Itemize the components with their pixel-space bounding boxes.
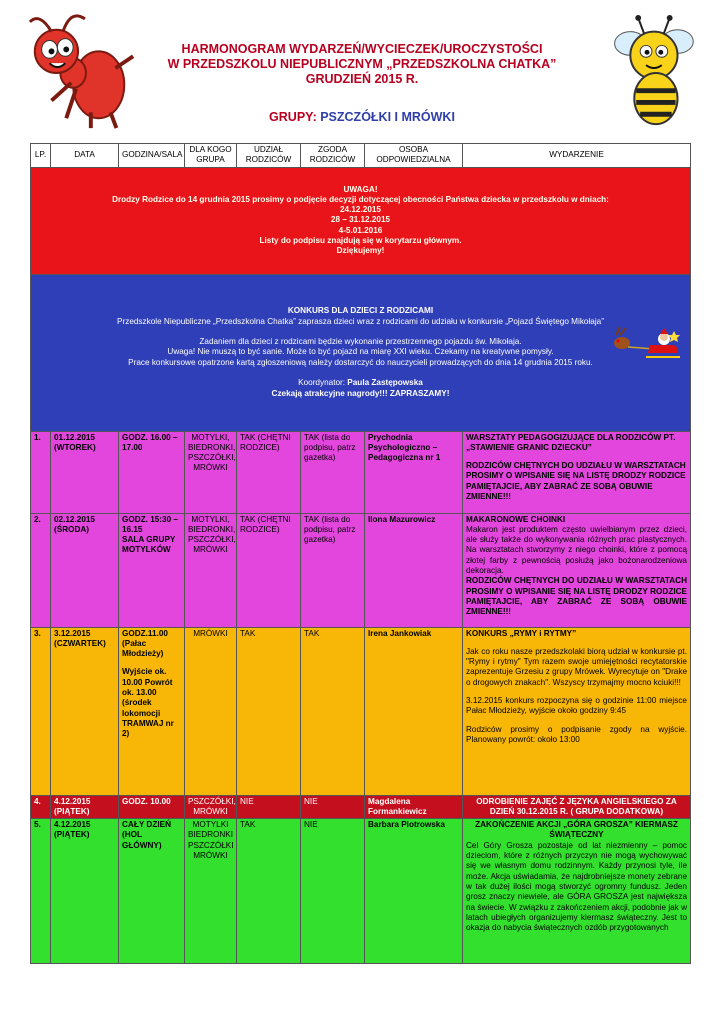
row-time bbox=[119, 513, 185, 627]
row-lp: 4. bbox=[31, 795, 51, 819]
row-date: 01.12.2015 (WTOREK) bbox=[51, 431, 119, 513]
row-date: 4.12.2015 (PIĄTEK) bbox=[51, 819, 119, 964]
title-line-3: GRUDZIEŃ 2015 R. bbox=[305, 72, 419, 86]
coordinator-name: Paula Zastępowska bbox=[347, 378, 423, 388]
event-body: Makaron jest produktem często uwielbianym przez dzieci, ale służy także do wykonywania różnych prac plastycznych. Na warsztatach stworzymy z niego choinki, które z pomocą złotej farby z pewnością posłużą jako bożonarodzeniowa dekoracja. bbox=[466, 524, 687, 576]
row-group: MOTYLKI, BIEDRONKI, PSZCZÓŁKI, MRÓWKI bbox=[185, 513, 237, 627]
notice-blue-l7: Czekają atrakcyjne nagrody!!! ZAPRASZAMY! bbox=[271, 388, 450, 398]
row-lp: 3. bbox=[31, 627, 51, 795]
row-consent: TAK (lista do podpisu, patrz gazetka) bbox=[301, 513, 365, 627]
row-time: GODZ. 16.00 – 17.00 bbox=[119, 431, 185, 513]
row-person: Ilona Mazurowicz bbox=[365, 513, 463, 627]
page-title bbox=[150, 42, 574, 87]
notice-blue-l4: Uwaga! Nie muszą to być sanie. Może to być pojazd na miarę XXI wieku. Czekamy na kreatywne pomysły. bbox=[167, 347, 554, 357]
row-participation: TAK (CHĘTNI RODZICE) bbox=[237, 513, 301, 627]
notice-red-l7: Dziękujemy! bbox=[336, 246, 385, 256]
title-line-1: HARMONOGRAM WYDARZEŃ/WYCIECZEK/UROCZYSTOŚCI bbox=[181, 42, 543, 56]
row-time-details: Wyjście ok. 10.00 Powrót ok. 13.00 (środek lokomocji TRAMWAJ nr 2) bbox=[122, 667, 174, 739]
notice-blue-l3: Zadaniem dla dzieci z rodzicami będzie wykonanie przestrzennego pojazdu św. Mikołaja. bbox=[199, 337, 522, 347]
row-time-text: GODZ. 15:30 – 16.15 bbox=[122, 514, 178, 534]
table-row bbox=[31, 513, 691, 627]
header-consent: ZGODA RODZICÓW bbox=[301, 144, 365, 168]
row-time: CAŁY DZIEŃ (HOL GŁÓWNY) bbox=[119, 819, 185, 964]
row-date: 02.12.2015 (ŚRODA) bbox=[51, 513, 119, 627]
table-row bbox=[31, 627, 691, 795]
reindeer-sleigh-icon bbox=[610, 325, 682, 365]
row-participation: NIE bbox=[237, 795, 301, 819]
row-lp: 5. bbox=[31, 819, 51, 964]
page-header bbox=[0, 0, 724, 140]
event-title: KONKURS „RYMY i RYTMY” bbox=[466, 628, 577, 638]
notice-red-l4: 28 – 31.12.2015 bbox=[330, 215, 391, 225]
row-event bbox=[463, 819, 691, 964]
row-date: 4.12.2015 (PIĄTEK) bbox=[51, 795, 119, 819]
notice-blue-l5: Prace konkursowe opatrzone kartą zgłoszeniową należy dostarczyć do nauczycieli prowadzących do dnia 14 grudnia 2015 roku. bbox=[128, 357, 593, 367]
notice-blue-l2: Przedszkole Niepubliczne „Przedszkolna Chatka” zaprasza dzieci wraz z rodzicami do udziału w konkursie „Pojazd Świętego Mikołaja” bbox=[117, 316, 604, 326]
notice-red-row bbox=[31, 167, 691, 274]
row-time: GODZ. 10.00 bbox=[119, 795, 185, 819]
event-body-2: 3.12.2015 konkurs rozpoczyna się o godzinie 11:00 miejsce Pałac Młodzieży, wyjście około godziny 9:45 bbox=[466, 696, 687, 716]
header-event: WYDARZENIE bbox=[463, 144, 691, 168]
header-lp: LP. bbox=[31, 144, 51, 168]
table-header-row bbox=[31, 144, 691, 168]
table-row bbox=[31, 819, 691, 964]
groups-label: GRUPY: bbox=[269, 110, 321, 124]
row-person: Barbara Piotrowska bbox=[365, 819, 463, 964]
event-body-3: Rodziców prosimy o podpisanie zgody na wyjście. Planowany powrót: około 13:00 bbox=[466, 724, 687, 744]
row-participation: TAK bbox=[237, 819, 301, 964]
row-time bbox=[119, 627, 185, 795]
header-time: GODZINA/SALA bbox=[119, 144, 185, 168]
row-person: Prychodnia Psychologiczno – Pedagogiczna nr 1 bbox=[365, 431, 463, 513]
header-group: DLA KOGO GRUPA bbox=[185, 144, 237, 168]
notice-red-l3: 24.12.2015 bbox=[340, 205, 381, 215]
row-participation: TAK (CHĘTNI RODZICE) bbox=[237, 431, 301, 513]
row-place: SALA GRUPY MOTYLKÓW bbox=[122, 535, 176, 555]
event-title: ZAKOŃCZENIE AKCJI „GÓRA GROSZA” KIERMASZ ŚWIĄTECZNY bbox=[475, 820, 678, 840]
row-participation: TAK bbox=[237, 627, 301, 795]
row-group: MOTYLKI BIEDRONKI PSZCZÓŁKI MRÓWKI bbox=[185, 819, 237, 964]
table-row bbox=[31, 431, 691, 513]
row-time-text: GODZ.11.00 (Pałac Młodzieży) bbox=[122, 628, 168, 659]
groups-value: PSZCZÓŁKI I MRÓWKI bbox=[320, 110, 455, 124]
row-date: 3.12.2015 (CZWARTEK) bbox=[51, 627, 119, 795]
notice-red-l1: UWAGA! bbox=[343, 184, 378, 194]
row-consent: NIE bbox=[301, 819, 365, 964]
notice-red-l2: Drodzy Rodzice do 14 grudnia 2015 prosimy o podjęcie decyzji dotyczącej obecności Państwa dziecka w przedszkolu w dniach: bbox=[112, 194, 609, 204]
row-event: ODROBIENIE ZAJĘĆ Z JĘZYKA ANGIELSKIEGO ZA DZIEŃ 30.12.2015 R. ( GRUPA DODATKOWA) bbox=[463, 795, 691, 819]
row-group: MRÓWKI bbox=[185, 627, 237, 795]
header-date: DATA bbox=[51, 144, 119, 168]
row-consent: NIE bbox=[301, 795, 365, 819]
row-event bbox=[463, 513, 691, 627]
title-line-2: W PRZEDSZKOLU NIEPUBLICZNYM „PRZEDSZKOLNA CHATKA” bbox=[167, 57, 557, 71]
event-title: MAKARONOWE CHOINKI bbox=[466, 514, 566, 524]
notice-blue-coordinator bbox=[34, 378, 687, 388]
groups-heading bbox=[150, 110, 574, 124]
event-note: RODZICÓW CHĘTNYCH DO UDZIAŁU W WARSZTATACH PROSIMY O WPISANIE SIĘ NA LISTĘ DRODZY RODZICE PAMIĘTAJCIE, ABY ZABRAĆ ZE SOBĄ OBUWIE ZMIENNE!!! bbox=[466, 461, 686, 502]
header-participation: UDZIAŁ RODZICÓW bbox=[237, 144, 301, 168]
notice-red-l6: Listy do podpisu znajdują się w korytarzu głównym. bbox=[259, 236, 462, 246]
schedule-table bbox=[30, 143, 691, 964]
row-lp: 1. bbox=[31, 431, 51, 513]
event-note: RODZICÓW CHĘTNYCH DO UDZIAŁU W WARSZTATACH PROSIMY O WPISANIE SIĘ NA LISTĘ DRODZY RODZICE PAMIĘTAJCIE, ABY ZABRAĆ ZE SOBĄ OBUWIE ZMIENNE!!! bbox=[466, 576, 687, 617]
event-body: Jak co roku nasze przedszkolaki biorą udział w konkursie pt. "Rymy i rytmy" Tym razem swoje umiejętności recytatorskie zaprezentuje Grzesiu z grupy Mrówek. Wyrecytuje on "Drake o drogowych znakach". Wszyscy trzymajmy mocno kciuki!!! bbox=[466, 646, 687, 687]
row-group: PSZCZÓŁKI, MRÓWKI bbox=[185, 795, 237, 819]
row-lp: 2. bbox=[31, 513, 51, 627]
bee-icon bbox=[590, 12, 710, 130]
row-group: MOTYLKI, BIEDRONKI, PSZCZÓŁKI, MRÓWKI bbox=[185, 431, 237, 513]
row-consent: TAK bbox=[301, 627, 365, 795]
notice-red bbox=[31, 167, 691, 274]
ant-icon bbox=[22, 14, 140, 132]
event-body: Cel Góry Grosza pozostaje od lat niezmienny – pomoc dzieciom, które z różnych przyczyn nie mogą wychowywać się we własnym domu rodzinnym. Każdy przynosi tyle, ile może. Akcja uświadamia, że najdrobniejsze monety zebrane w tak dużej ilości mogą stworzyć ogromny fundusz. Jeden grosz znaczy niewiele, ale GÓRA GROSZA jest największa na świecie. W związku z zakończeniem akcji, podobnie jak w latach ubiegłych organizujemy kiermasz świąteczny. Jest to okazja do nabycia świątecznych ozdób przygotowanych bbox=[466, 840, 687, 933]
notice-blue bbox=[31, 274, 691, 431]
row-event bbox=[463, 627, 691, 795]
event-title: WARSZTATY PEDAGOGIZUJĄCE DLA RODZICÓW PT. „STAWIENIE GRANIC DZIECKU” bbox=[466, 432, 676, 452]
table-row bbox=[31, 795, 691, 819]
header-person: OSOBA ODPOWIEDZIALNA bbox=[365, 144, 463, 168]
notice-blue-row bbox=[31, 274, 691, 431]
row-event bbox=[463, 431, 691, 513]
notice-red-l5: 4-5.01.2016 bbox=[338, 225, 383, 235]
row-consent: TAK (lista do podpisu, patrz gazetka) bbox=[301, 431, 365, 513]
row-person: Magdalena Formankiewicz bbox=[365, 795, 463, 819]
row-person: Irena Jankowiak bbox=[365, 627, 463, 795]
coordinator-label: Koordynator: bbox=[298, 378, 348, 388]
notice-blue-l1: KONKURS DLA DZIECI Z RODZICAMI bbox=[287, 306, 434, 316]
